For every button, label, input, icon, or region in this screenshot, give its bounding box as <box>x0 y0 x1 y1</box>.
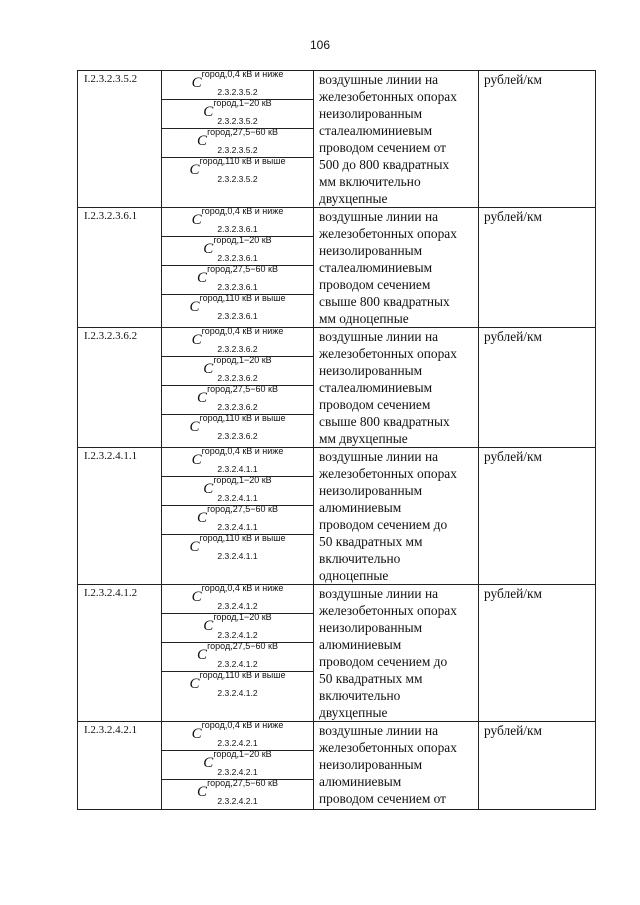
rate-formula <box>162 749 313 777</box>
rate-symbol: C <box>191 726 202 742</box>
formula-cell <box>162 506 313 535</box>
formula-cell <box>162 585 313 614</box>
row-code: I.2.3.2.4.2.1 <box>78 722 162 810</box>
description-line: воздушные линии на <box>319 329 439 344</box>
description-line: свыше 800 квадратных <box>319 294 450 309</box>
description-line: неизолированным <box>319 620 423 635</box>
formula-cell <box>162 751 313 780</box>
voltage-tier: город,27,5−60 кВ <box>207 127 278 137</box>
description-line: сталеалюминиевым <box>319 123 433 138</box>
voltage-tier: город,27,5−60 кВ <box>207 384 278 394</box>
row-code: I.2.3.2.3.6.2 <box>78 328 162 448</box>
description-line: неизолированным <box>319 243 423 258</box>
formula-cell <box>162 357 313 386</box>
formula-cell <box>162 129 313 158</box>
description-line: двухцепные <box>319 191 388 206</box>
row-description <box>314 585 479 722</box>
rate-formula <box>162 326 313 354</box>
rate-index: 2.3.2.4.2.1 <box>217 738 258 748</box>
rate-index: 2.3.2.4.1.1 <box>217 551 258 561</box>
description-line: свыше 800 квадратных <box>319 414 450 429</box>
formula-cell <box>162 780 313 809</box>
rate-formula <box>162 720 313 748</box>
rate-formula <box>162 475 313 503</box>
rate-formula <box>162 641 313 669</box>
row-description <box>314 328 479 448</box>
voltage-tier: город,1−20 кВ <box>213 749 272 759</box>
rate-symbol: C <box>197 647 208 663</box>
description-line: включительно <box>319 551 401 566</box>
rate-index: 2.3.2.3.6.1 <box>217 253 258 263</box>
rate-formula <box>162 533 313 561</box>
description-line: железобетонных опорах <box>319 466 457 481</box>
description-line: железобетонных опорах <box>319 226 457 241</box>
rate-index: 2.3.2.4.1.2 <box>217 659 258 669</box>
rate-symbol: C <box>197 133 208 149</box>
description-line: сталеалюминиевым <box>319 380 433 395</box>
rate-formula <box>162 670 313 698</box>
description-line: проводом сечением <box>319 397 431 412</box>
description-line: 50 квадратных мм <box>319 671 423 686</box>
rate-formula <box>162 127 313 155</box>
voltage-tier: город,1−20 кВ <box>213 235 272 245</box>
rate-index: 2.3.2.4.1.2 <box>217 688 258 698</box>
description-line: неизолированным <box>319 106 423 121</box>
row-unit: рублей/км <box>479 328 596 448</box>
voltage-tier: город,27,5−60 кВ <box>207 778 278 788</box>
rate-index: 2.3.2.4.1.1 <box>217 493 258 503</box>
formula-cell <box>162 100 313 129</box>
formula-cell <box>162 237 313 266</box>
rate-symbol: C <box>189 162 200 178</box>
page-number: 106 <box>309 38 331 52</box>
rate-index: 2.3.2.3.6.2 <box>217 402 258 412</box>
rate-symbol: C <box>203 481 214 497</box>
row-unit: рублей/км <box>479 71 596 208</box>
voltage-tier: город,110 кВ и выше <box>199 413 286 423</box>
formula-cell-group <box>162 208 314 328</box>
rate-symbol: C <box>189 299 200 315</box>
rate-symbol: C <box>203 618 214 634</box>
row-unit: рублей/км <box>479 448 596 585</box>
description-line: проводом сечением до <box>319 517 448 532</box>
description-line: одноцепные <box>319 568 389 583</box>
voltage-tier: город,0,4 кВ и ниже <box>201 446 284 456</box>
description-line: железобетонных опорах <box>319 603 457 618</box>
description-line: железобетонных опорах <box>319 89 457 104</box>
formula-cell <box>162 208 313 237</box>
formula-cell-group <box>162 448 314 585</box>
formula-cell <box>162 477 313 506</box>
rate-formula <box>162 69 313 97</box>
rate-formula <box>162 206 313 234</box>
voltage-tier: город,27,5−60 кВ <box>207 641 278 651</box>
row-description <box>314 448 479 585</box>
description-line: воздушные линии на <box>319 72 439 87</box>
rate-index: 2.3.2.4.2.1 <box>217 796 258 806</box>
table-row <box>78 722 596 810</box>
formula-cell-group <box>162 328 314 448</box>
formula-cell <box>162 672 313 701</box>
description-line: воздушные линии на <box>319 449 439 464</box>
rate-index: 2.3.2.3.6.2 <box>217 373 258 383</box>
voltage-tier: город,0,4 кВ и ниже <box>201 583 284 593</box>
rate-index: 2.3.2.3.6.1 <box>217 311 258 321</box>
description-line: неизолированным <box>319 363 423 378</box>
rate-index: 2.3.2.4.1.1 <box>217 522 258 532</box>
tariff-table <box>77 70 596 810</box>
description-line: железобетонных опорах <box>319 346 457 361</box>
rate-symbol: C <box>191 212 202 228</box>
rate-index: 2.3.2.4.1.1 <box>217 464 258 474</box>
description-line: воздушные линии на <box>319 586 439 601</box>
rate-formula <box>162 98 313 126</box>
rate-index: 2.3.2.4.1.2 <box>217 630 258 640</box>
description-line: воздушные линии на <box>319 723 439 738</box>
formula-cell <box>162 643 313 672</box>
formula-cell-group <box>162 585 314 722</box>
voltage-tier: город,0,4 кВ и ниже <box>201 206 284 216</box>
row-code: I.2.3.2.4.1.1 <box>78 448 162 585</box>
rate-formula <box>162 413 313 441</box>
table-row <box>78 328 596 448</box>
rate-formula <box>162 446 313 474</box>
row-description <box>314 722 479 810</box>
voltage-tier: город,0,4 кВ и ниже <box>201 69 284 79</box>
row-unit: рублей/км <box>479 585 596 722</box>
row-description <box>314 71 479 208</box>
formula-cell <box>162 386 313 415</box>
rate-formula <box>162 504 313 532</box>
rate-symbol: C <box>191 452 202 468</box>
formula-cell-group <box>162 71 314 208</box>
voltage-tier: город,1−20 кВ <box>213 98 272 108</box>
rate-symbol: C <box>203 241 214 257</box>
rate-symbol: C <box>189 419 200 435</box>
formula-cell <box>162 415 313 444</box>
formula-cell <box>162 614 313 643</box>
voltage-tier: город,0,4 кВ и ниже <box>201 720 284 730</box>
description-line: двухцепные <box>319 705 388 720</box>
rate-index: 2.3.2.3.5.2 <box>217 116 258 126</box>
table-row <box>78 208 596 328</box>
description-line: сталеалюминиевым <box>319 260 433 275</box>
description-line: мм одноцепные <box>319 311 409 326</box>
formula-cell <box>162 535 313 564</box>
rate-index: 2.3.2.3.6.1 <box>217 282 258 292</box>
description-line: проводом сечением от <box>319 791 447 806</box>
rate-symbol: C <box>197 510 208 526</box>
description-line: 50 квадратных мм <box>319 534 423 549</box>
rate-formula <box>162 293 313 321</box>
rate-symbol: C <box>191 75 202 91</box>
rate-index: 2.3.2.3.6.2 <box>217 431 258 441</box>
description-line: проводом сечением до <box>319 654 448 669</box>
rate-formula <box>162 264 313 292</box>
voltage-tier: город,110 кВ и выше <box>199 533 286 543</box>
description-line: мм двухцепные <box>319 431 408 446</box>
formula-cell <box>162 266 313 295</box>
description-line: включительно <box>319 688 401 703</box>
description-line: алюминиевым <box>319 500 402 515</box>
formula-cell <box>162 295 313 324</box>
voltage-tier: город,27,5−60 кВ <box>207 504 278 514</box>
description-line: воздушные линии на <box>319 209 439 224</box>
formula-cell-group <box>162 722 314 810</box>
description-line: алюминиевым <box>319 774 402 789</box>
voltage-tier: город,1−20 кВ <box>213 355 272 365</box>
rate-symbol: C <box>197 784 208 800</box>
row-unit: рублей/км <box>479 722 596 810</box>
table-row <box>78 71 596 208</box>
rate-formula <box>162 583 313 611</box>
rate-symbol: C <box>203 361 214 377</box>
row-code: I.2.3.2.3.5.2 <box>78 71 162 208</box>
description-line: 500 до 800 квадратных <box>319 157 450 172</box>
rate-symbol: C <box>191 332 202 348</box>
description-line: проводом сечением <box>319 277 431 292</box>
rate-formula <box>162 156 313 184</box>
voltage-tier: город,110 кВ и выше <box>199 670 286 680</box>
rate-formula <box>162 355 313 383</box>
rate-formula <box>162 235 313 263</box>
rate-symbol: C <box>203 755 214 771</box>
voltage-tier: город,1−20 кВ <box>213 475 272 485</box>
rate-symbol: C <box>189 676 200 692</box>
voltage-tier: город,1−20 кВ <box>213 612 272 622</box>
row-code: I.2.3.2.3.6.1 <box>78 208 162 328</box>
rate-symbol: C <box>191 589 202 605</box>
table-row <box>78 585 596 722</box>
rate-index: 2.3.2.4.2.1 <box>217 767 258 777</box>
description-line: неизолированным <box>319 757 423 772</box>
rate-index: 2.3.2.3.5.2 <box>217 145 258 155</box>
row-description <box>314 208 479 328</box>
description-line: алюминиевым <box>319 637 402 652</box>
table-row <box>78 448 596 585</box>
rate-index: 2.3.2.4.1.2 <box>217 601 258 611</box>
rate-symbol: C <box>203 104 214 120</box>
formula-cell <box>162 71 313 100</box>
rate-index: 2.3.2.3.5.2 <box>217 174 258 184</box>
row-unit: рублей/км <box>479 208 596 328</box>
formula-cell <box>162 158 313 187</box>
rate-formula <box>162 384 313 412</box>
description-line: неизолированным <box>319 483 423 498</box>
voltage-tier: город,27,5−60 кВ <box>207 264 278 274</box>
rate-formula <box>162 612 313 640</box>
formula-cell <box>162 328 313 357</box>
rate-index: 2.3.2.3.6.1 <box>217 224 258 234</box>
description-line: мм включительно <box>319 174 421 189</box>
rate-index: 2.3.2.3.6.2 <box>217 344 258 354</box>
description-line: проводом сечением от <box>319 140 447 155</box>
voltage-tier: город,110 кВ и выше <box>199 293 286 303</box>
description-line: железобетонных опорах <box>319 740 457 755</box>
voltage-tier: город,110 кВ и выше <box>199 156 286 166</box>
rate-index: 2.3.2.3.5.2 <box>217 87 258 97</box>
formula-cell <box>162 722 313 751</box>
voltage-tier: город,0,4 кВ и ниже <box>201 326 284 336</box>
rate-symbol: C <box>189 539 200 555</box>
rate-symbol: C <box>197 390 208 406</box>
formula-cell <box>162 448 313 477</box>
rate-formula <box>162 778 313 806</box>
rate-symbol: C <box>197 270 208 286</box>
row-code: I.2.3.2.4.1.2 <box>78 585 162 722</box>
